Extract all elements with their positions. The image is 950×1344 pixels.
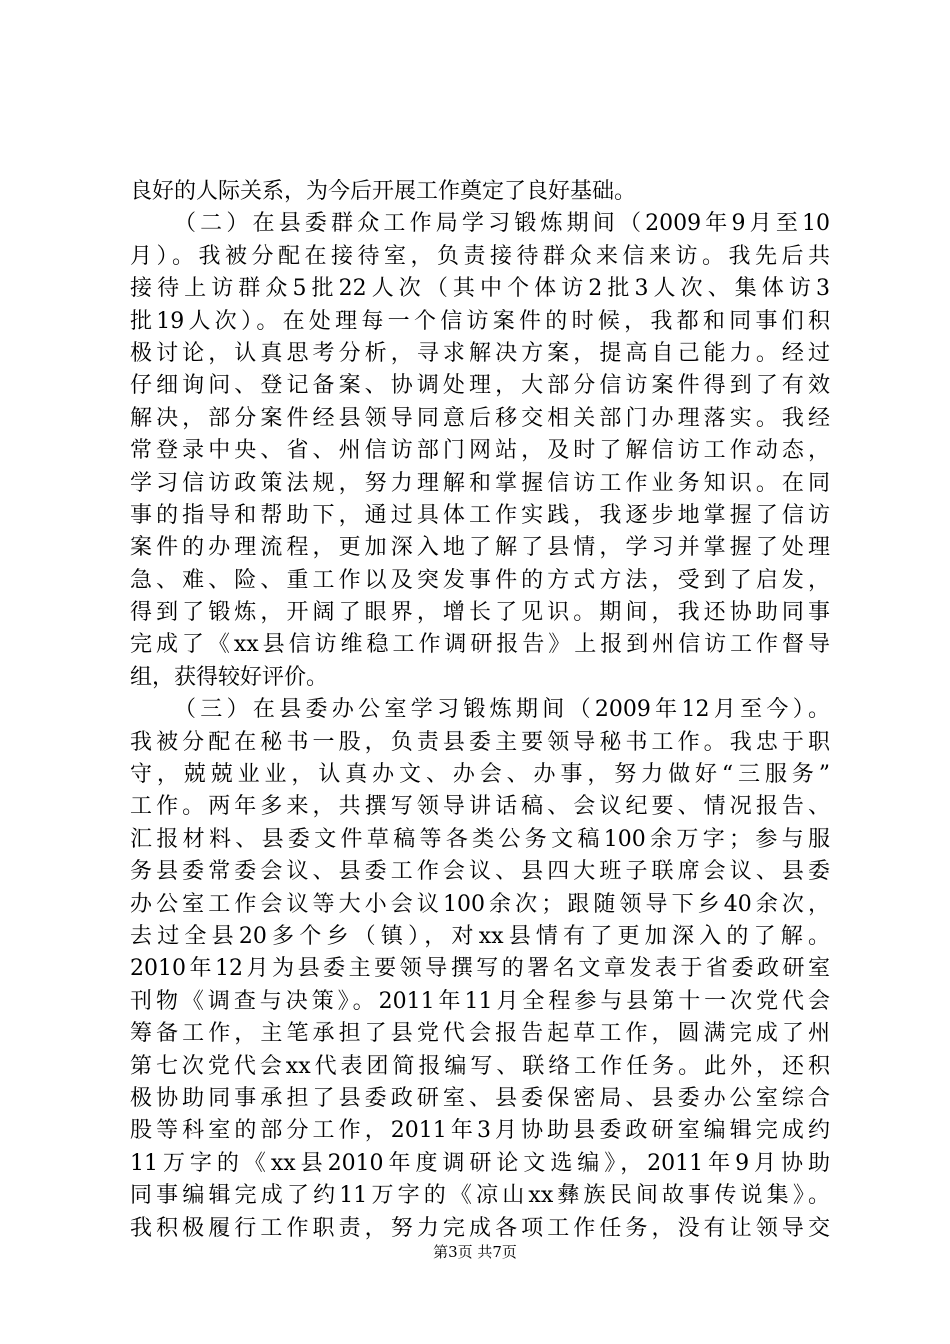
text-line: 组，获得较好评价。 [130,664,329,690]
document-body [130,176,830,1245]
text-line: 第七次党代会xx代表团简报编写、联络工作任务。此外，还积 [130,1053,830,1079]
text-line: 汇报材料、县委文件草稿等各类公务文稿100余万字；参与服 [130,826,830,852]
text-line: 11万字的《xx县2010年度调研论文选编》，2011年9月协助 [130,1150,830,1176]
text-line: 极讨论，认真思考分析，寻求解决方案，提高自己能力。经过 [130,340,830,366]
text-line: 2010年12月为县委主要领导撰写的署名文章发表于省委政研室 [130,956,830,982]
text-line: 仔细询问、登记备案、协调处理，大部分信访案件得到了有效 [130,373,830,399]
text-line: 得到了锻炼，开阔了眼界，增长了见识。期间，我还协助同事 [130,600,830,626]
text-line: 接待上访群众5批22人次（其中个体访2批3人次、集体访3 [130,276,830,302]
text-line: 同事编辑完成了约11万字的《凉山xx彝族民间故事传说集》。 [130,1183,830,1209]
text-line: 月）。我被分配在接待室，负责接待群众来信来访。我先后共 [130,243,830,269]
text-line: 刊物《调查与决策》。2011年11月全程参与县第十一次党代会 [130,988,830,1014]
text-line: （二）在县委群众工作局学习锻炼期间（2009年9月至10 [174,211,830,237]
text-line: 良好的人际关系，为今后开展工作奠定了良好基础。 [130,179,637,204]
text-line: 我积极履行工作职责，努力完成各项工作任务，没有让领导交 [130,1215,830,1241]
text-line: 工作。两年多来，共撰写领导讲话稿、会议纪要、情况报告、 [130,794,830,820]
text-line: 筹备工作，主笔承担了县党代会报告起草工作，圆满完成了州 [130,1021,830,1047]
text-line: 急、难、险、重工作以及突发事件的方式方法，受到了启发， [130,567,830,593]
text-line: 务县委常委会议、县委工作会议、县四大班子联席会议、县委 [130,859,830,885]
text-line: 完成了《xx县信访维稳工作调研报告》上报到州信访工作督导 [130,632,830,658]
text-line: 去过全县20多个乡（镇），对xx县情有了更加深入的了解。 [130,923,830,949]
text-line: 事的指导和帮助下，通过具体工作实践，我逐步地掌握了信访 [130,502,830,528]
text-line: 守，兢兢业业，认真办文、办会、办事，努力做好“三服务” [130,762,830,788]
text-line: 办公室工作会议等大小会议100余次；跟随领导下乡40余次， [130,891,830,917]
text-line: （三）在县委办公室学习锻炼期间（2009年12月至今）。 [174,697,830,723]
text-line: 常登录中央、省、州信访部门网站，及时了解信访工作动态， [130,438,830,464]
text-line: 股等科室的部分工作，2011年3月协助县委政研室编辑完成约 [130,1118,830,1144]
text-line: 学习信访政策法规，努力理解和掌握信访工作业务知识。在同 [130,470,830,496]
page-footer: 第3页 共7页 [433,1243,517,1261]
text-line: 解决，部分案件经县领导同意后移交相关部门办理落实。我经 [130,405,830,431]
text-line: 极协助同事承担了县委政研室、县委保密局、县委办公室综合 [130,1085,830,1111]
text-line: 我被分配在秘书一股，负责县委主要领导秘书工作。我忠于职 [130,729,830,755]
text-line: 批19人次）。在处理每一个信访案件的时候，我都和同事们积 [130,308,830,334]
text-line: 案件的办理流程，更加深入地了解了县情，学习并掌握了处理 [130,535,830,561]
